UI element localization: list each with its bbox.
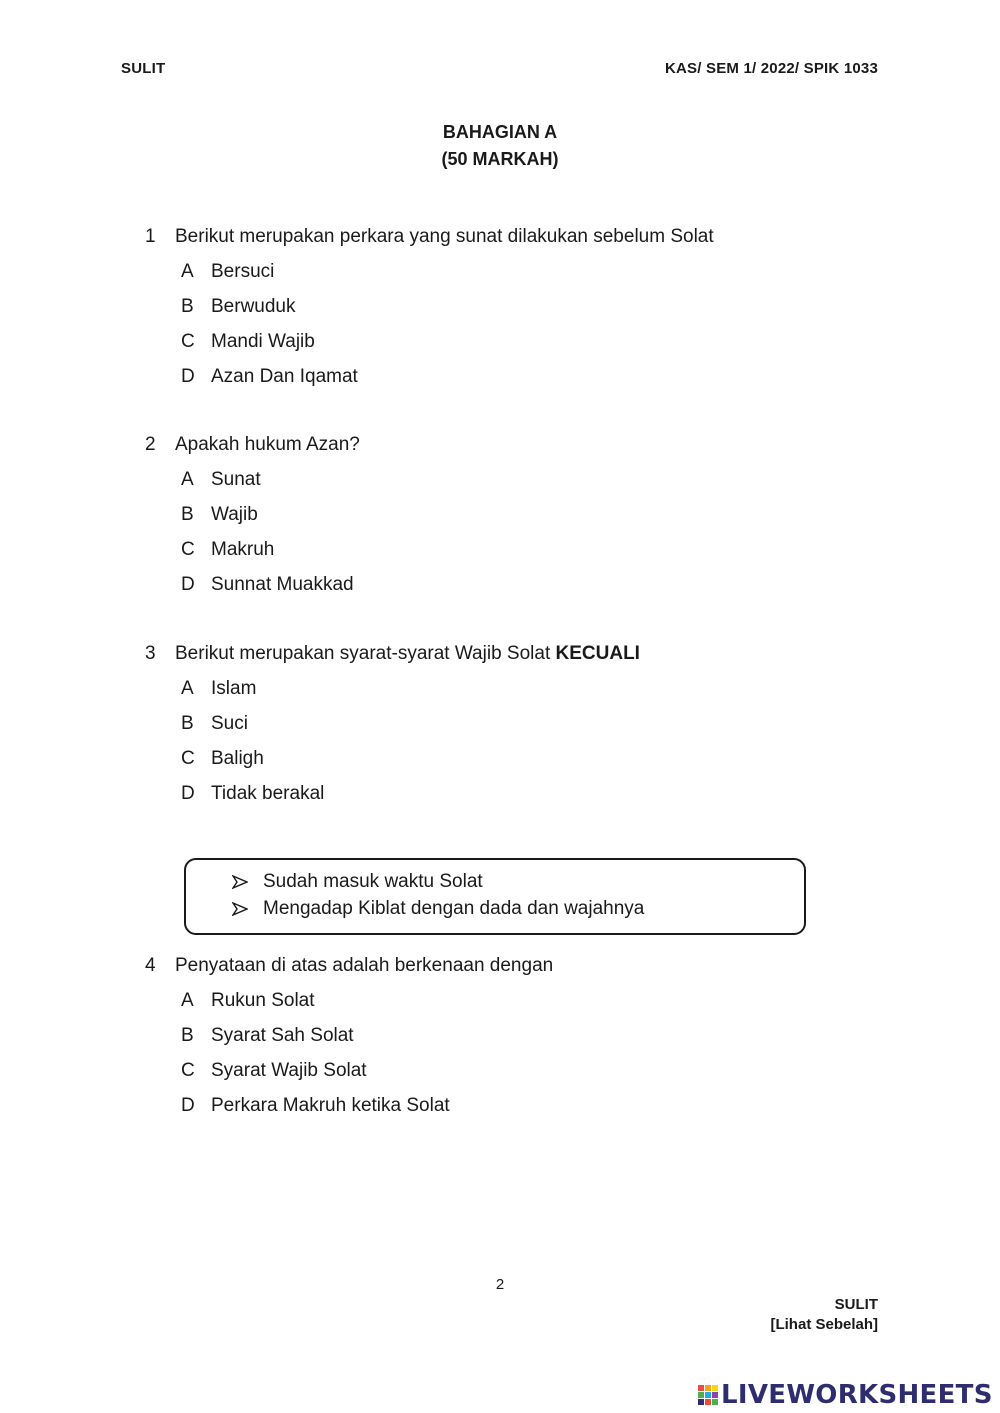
option-text: Tidak berakal xyxy=(211,783,325,804)
option-letter: C xyxy=(181,1060,195,1081)
arrow-bullet-icon xyxy=(232,902,248,916)
question-text: Apakah hukum Azan? xyxy=(175,434,360,455)
statement-box xyxy=(184,858,806,935)
option-text: Sunnat Muakkad xyxy=(211,574,354,595)
option-text: Rukun Solat xyxy=(211,990,315,1011)
option-text: Wajib xyxy=(211,504,258,525)
option-letter: D xyxy=(181,366,195,387)
liveworksheets-watermark[interactable] xyxy=(697,1380,993,1410)
section-marks: (50 MARKAH) xyxy=(441,149,559,169)
option-letter: D xyxy=(181,574,195,595)
option-text: Syarat Sah Solat xyxy=(211,1025,354,1046)
question-text: Berikut merupakan perkara yang sunat dilakukan sebelum Solat xyxy=(175,226,714,247)
statement-text: Mengadap Kiblat dengan dada dan wajahnya xyxy=(263,898,645,919)
option-letter: C xyxy=(181,748,195,769)
question-number: 2 xyxy=(145,434,156,455)
question-number: 4 xyxy=(145,955,156,976)
question-number: 1 xyxy=(145,226,156,247)
option-letter: D xyxy=(181,1095,195,1116)
header-paper-code: KAS/ SEM 1/ 2022/ SPIK 1033 xyxy=(664,60,878,77)
option-letter: A xyxy=(181,261,194,282)
option-letter: A xyxy=(181,469,194,490)
footer-note: [Lihat Sebelah] xyxy=(770,1316,878,1333)
question-text: Penyataan di atas adalah berkenaan dengan xyxy=(175,955,554,976)
statement-text: Sudah masuk waktu Solat xyxy=(263,871,483,892)
option-text: Sunat xyxy=(211,469,261,490)
question-text xyxy=(175,643,640,665)
footer-classification: SULIT xyxy=(834,1296,878,1313)
option-letter: A xyxy=(181,990,194,1011)
option-letter: C xyxy=(181,539,195,560)
option-text: Bersuci xyxy=(211,261,275,282)
arrow-bullet-icon xyxy=(232,875,248,889)
question-text-emphasis: KECUALI xyxy=(555,643,640,664)
option-text: Perkara Makruh ketika Solat xyxy=(211,1095,450,1116)
option-letter: A xyxy=(181,678,194,699)
option-text: Syarat Wajib Solat xyxy=(211,1060,367,1081)
option-letter: B xyxy=(181,504,194,525)
option-text: Azan Dan Iqamat xyxy=(211,366,358,387)
option-text: Islam xyxy=(211,678,257,699)
option-text: Makruh xyxy=(211,539,275,560)
watermark-text: LIVEWORKSHEETS xyxy=(721,1380,993,1410)
liveworksheets-logo-icon xyxy=(697,1384,719,1406)
option-text: Berwuduk xyxy=(211,296,296,317)
option-letter: D xyxy=(181,783,195,804)
option-letter: B xyxy=(181,1025,194,1046)
section-title: BAHAGIAN A xyxy=(442,122,558,142)
option-text: Baligh xyxy=(211,748,264,769)
page-number: 2 xyxy=(495,1276,505,1293)
option-letter: B xyxy=(181,296,194,317)
option-letter: B xyxy=(181,713,194,734)
option-text: Mandi Wajib xyxy=(211,331,315,352)
question-number: 3 xyxy=(145,643,156,664)
option-text: Suci xyxy=(211,713,248,734)
question-text-main: Berikut merupakan syarat-syarat Wajib Solat xyxy=(175,643,551,664)
option-letter: C xyxy=(181,331,195,352)
header-classification: SULIT xyxy=(121,60,166,77)
